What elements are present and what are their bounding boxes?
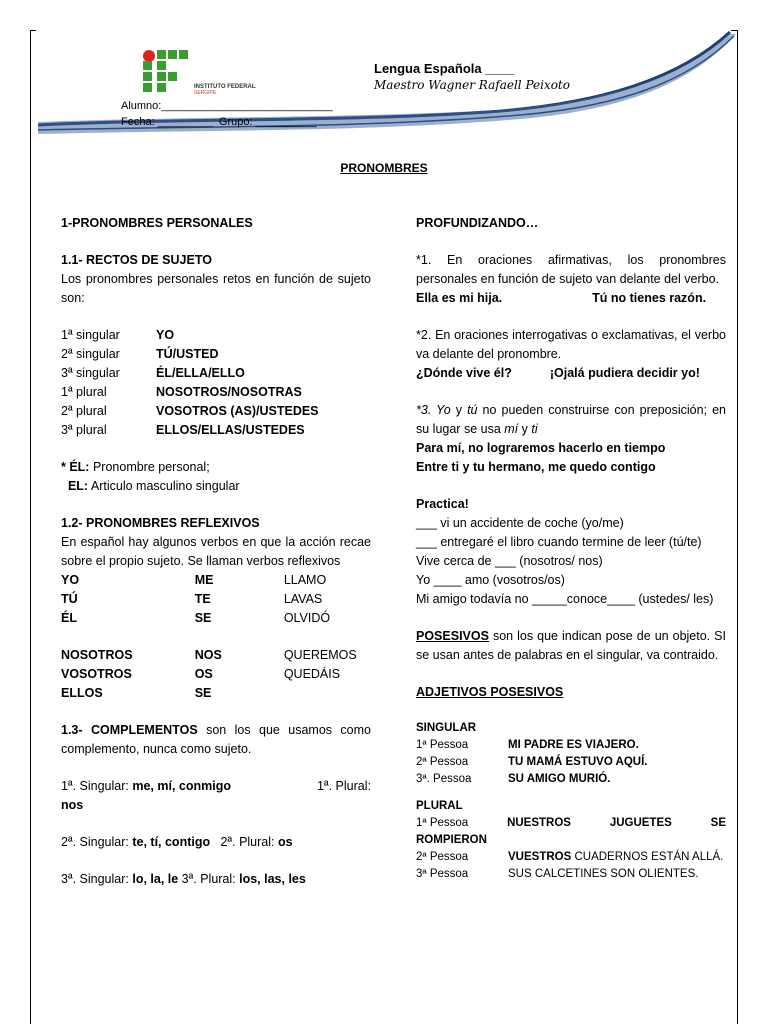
persona-row bbox=[61, 421, 371, 440]
institution-sub: SERGIPE bbox=[194, 90, 217, 96]
persona-value: TÚ/USTED bbox=[156, 347, 219, 361]
singular-row bbox=[416, 754, 726, 771]
plural-row-3 bbox=[416, 866, 726, 883]
label: 2ª. Plural: bbox=[220, 835, 278, 849]
section-heading: 1-PRONOMBRES PERSONALES bbox=[61, 216, 253, 230]
complement-row-3 bbox=[61, 870, 371, 889]
text: no pueden construirse con preposición; en su lugar se usa bbox=[416, 403, 726, 436]
value: me, mí, conmigo bbox=[132, 779, 231, 793]
persona-label: 2ª singular bbox=[61, 347, 120, 361]
subsection-heading: 1.1- RECTOS DE SUJETO bbox=[61, 253, 212, 267]
text: y bbox=[518, 422, 532, 436]
persona-label: 1ª plural bbox=[61, 385, 107, 399]
text: mí bbox=[504, 422, 519, 436]
value: CUADERNOS ESTÁN ALLÁ. bbox=[571, 851, 724, 863]
alumno-line: ____________________________ bbox=[161, 100, 333, 112]
page-border-right bbox=[737, 30, 738, 1024]
singular-row bbox=[416, 737, 726, 754]
left-column bbox=[61, 214, 371, 889]
paragraph bbox=[416, 401, 726, 439]
pronoun: ELLOS bbox=[61, 686, 103, 700]
paragraph: Los pronombres personales retos en función de sujeto son: bbox=[61, 272, 371, 305]
note-text: Pronombre personal; bbox=[89, 460, 210, 474]
page-title: PRONOMBRES bbox=[340, 161, 428, 175]
singular-table bbox=[416, 737, 726, 788]
text: *3. bbox=[416, 403, 437, 417]
value: os bbox=[277, 835, 293, 849]
reflexive-row bbox=[61, 590, 371, 609]
subsection-heading: ADJETIVOS POSESIVOS bbox=[416, 685, 564, 699]
plural-heading: PLURAL bbox=[416, 800, 463, 812]
text: ti bbox=[531, 422, 538, 436]
reflexive-pronoun: SE bbox=[194, 611, 212, 625]
example: ¿Dónde vive él? bbox=[416, 366, 512, 380]
value: ROMPIERON bbox=[416, 834, 487, 846]
value: VUESTROS bbox=[508, 851, 572, 863]
grupo-line: __________ bbox=[255, 116, 317, 128]
person: 3ª. Pessoa bbox=[416, 773, 472, 785]
persona-value: NOSOTROS/NOSOTRAS bbox=[156, 385, 302, 399]
teacher-name: Maestro Wagner Rafaell Peixoto bbox=[374, 78, 570, 92]
institution-name: INSTITUTO FEDERAL bbox=[194, 84, 256, 90]
pronoun: NOSOTROS bbox=[61, 648, 133, 662]
person: 1ª Pessoa bbox=[416, 739, 469, 751]
example-row bbox=[416, 289, 726, 308]
verb: QUEREMOS bbox=[283, 648, 357, 662]
persona-label: 3ª plural bbox=[61, 423, 107, 437]
value: SU AMIGO MURIÓ. bbox=[508, 773, 611, 785]
exercise: ___ entregaré el libro cuando termine de leer (tú/te) bbox=[416, 535, 702, 549]
page-border-left bbox=[30, 30, 31, 1024]
term: 1.3- COMPLEMENTOS bbox=[61, 723, 198, 737]
note-el-article bbox=[61, 477, 371, 496]
pronoun: YO bbox=[61, 573, 80, 587]
practice-heading: Practica! bbox=[416, 497, 469, 511]
text: Yo bbox=[436, 403, 451, 417]
value: NUESTROS bbox=[507, 817, 571, 829]
note-text: Articulo masculino singular bbox=[88, 479, 240, 493]
text: tú bbox=[467, 403, 478, 417]
paragraph: *2. En oraciones interrogativas o exclamativas, el verbo va delante del pronombre. bbox=[416, 328, 726, 361]
value: los, las, les bbox=[239, 872, 306, 886]
value: MI PADRE ES VIAJERO. bbox=[508, 739, 639, 751]
section-heading: PROFUNDIZANDO… bbox=[416, 216, 539, 230]
exercise: Vive cerca de ___ (nosotros/ nos) bbox=[416, 554, 603, 568]
alumno-field bbox=[121, 100, 333, 112]
singular-row bbox=[416, 771, 726, 788]
persona-label: 2ª plural bbox=[61, 404, 107, 418]
exercise: Mi amigo todavía no _____conoce____ (ustedes/ les) bbox=[416, 592, 714, 606]
pronoun: TÚ bbox=[61, 592, 78, 606]
note-el bbox=[61, 458, 371, 477]
example: ¡Ojalá pudiera decidir yo! bbox=[549, 366, 700, 380]
reflexive-table-plural bbox=[61, 646, 371, 703]
persona-row bbox=[61, 364, 371, 383]
verb: LAVAS bbox=[283, 592, 323, 606]
label: 1ª. Singular: bbox=[61, 779, 133, 793]
label: 3ª. Singular: bbox=[61, 872, 133, 886]
text: y bbox=[450, 403, 468, 417]
example: Para mí, no lograremos hacerlo en tiempo bbox=[416, 441, 666, 455]
exercise: ___ vi un accidente de coche (yo/me) bbox=[416, 516, 624, 530]
alumno-label: Alumno: bbox=[121, 100, 162, 112]
label: 2ª. Singular: bbox=[61, 835, 133, 849]
page-border-top-left bbox=[30, 30, 36, 31]
pronoun: ÉL bbox=[61, 611, 77, 625]
posesivos-paragraph bbox=[416, 627, 726, 665]
reflexive-pronoun: ME bbox=[194, 573, 214, 587]
reflexive-pronoun: OS bbox=[194, 667, 213, 681]
reflexive-table bbox=[61, 571, 371, 628]
example: Ella es mi hija. bbox=[416, 291, 503, 305]
plural-row-1 bbox=[416, 815, 726, 832]
persona-row bbox=[61, 383, 371, 402]
paragraph: En español hay algunos verbos en que la acción recae sobre el propio sujeto. Se llaman verbos reflexivos bbox=[61, 535, 371, 568]
persona-value: ÉL/ELLA/ELLO bbox=[156, 366, 245, 380]
term: POSESIVOS bbox=[416, 629, 489, 643]
reflexive-row bbox=[61, 665, 371, 684]
reflexive-row bbox=[61, 571, 371, 590]
reflexive-pronoun: TE bbox=[194, 592, 211, 606]
persona-label: 3ª singular bbox=[61, 366, 120, 380]
example-row bbox=[416, 364, 726, 383]
complement-row-1 bbox=[61, 777, 371, 796]
paragraph: *1. En oraciones afirmativas, los pronombres personales en función de sujeto van delante del verbo. bbox=[416, 253, 726, 286]
personas-list bbox=[61, 326, 371, 440]
reflexive-row bbox=[61, 646, 371, 665]
value: TU MAMÁ ESTUVO AQUÍ. bbox=[508, 756, 648, 768]
reflexive-row bbox=[61, 609, 371, 628]
label: 1ª. Plural: bbox=[317, 779, 371, 793]
value: SUS CALCETINES SON OLIENTES. bbox=[508, 868, 699, 880]
person: 3ª Pessoa bbox=[416, 868, 469, 880]
label: 3ª. Plural: bbox=[178, 872, 240, 886]
value: te, tí, contigo bbox=[132, 835, 211, 849]
pronoun: VOSOTROS bbox=[61, 667, 132, 681]
persona-value: ELLOS/ELLAS/USTEDES bbox=[156, 423, 305, 437]
verb bbox=[284, 684, 371, 703]
value: JUGUETES bbox=[609, 817, 672, 829]
reflexive-pronoun: NOS bbox=[194, 648, 222, 662]
course-title: Lengua Española ____ bbox=[374, 61, 515, 76]
value: nos bbox=[61, 798, 84, 812]
note-term: EL: bbox=[67, 479, 89, 493]
note-term: * ÉL: bbox=[61, 460, 90, 474]
reflexive-row bbox=[61, 684, 371, 703]
persona-value: VOSOTROS (AS)/USTEDES bbox=[156, 404, 319, 418]
verb: OLVIDÓ bbox=[283, 611, 331, 625]
complementos-paragraph bbox=[61, 721, 371, 759]
person: 2ª Pessoa bbox=[416, 851, 469, 863]
persona-value: YO bbox=[156, 328, 175, 342]
value: lo, la, le bbox=[132, 872, 179, 886]
persona-label: 1ª singular bbox=[61, 328, 120, 342]
value: SE bbox=[710, 817, 726, 829]
subsection-heading: 1.2- PRONOMBRES REFLEXIVOS bbox=[61, 516, 260, 530]
text: son los que indican pose de un objeto. SI se usan antes de palabras en el singular, va contraido. bbox=[416, 629, 726, 662]
grupo-label: Grupo: bbox=[218, 116, 253, 128]
plural-row-2 bbox=[416, 849, 726, 866]
persona-row bbox=[61, 345, 371, 364]
persona-row bbox=[61, 402, 371, 421]
complement-row-2 bbox=[61, 833, 371, 852]
text: son los que usamos como complemento, nunca como sujeto. bbox=[61, 723, 371, 756]
fecha-grupo-field bbox=[121, 116, 317, 128]
person: 1ª Pessoa bbox=[416, 817, 469, 829]
singular-heading: SINGULAR bbox=[416, 722, 477, 734]
verb: QUEDÁIS bbox=[283, 667, 341, 681]
plural-table bbox=[416, 815, 726, 883]
exercise: Yo ____ amo (vosotros/os) bbox=[416, 573, 565, 587]
reflexive-pronoun: SE bbox=[194, 686, 212, 700]
right-column bbox=[416, 214, 726, 883]
fecha-label: Fecha: bbox=[121, 116, 155, 128]
example: Tú no tienes razón. bbox=[592, 291, 707, 305]
example: Entre ti y tu hermano, me quedo contigo bbox=[416, 460, 656, 474]
persona-row bbox=[61, 326, 371, 345]
verb: LLAMO bbox=[283, 573, 327, 587]
person: 2ª Pessoa bbox=[416, 756, 469, 768]
fecha-line: _________ bbox=[157, 116, 213, 128]
